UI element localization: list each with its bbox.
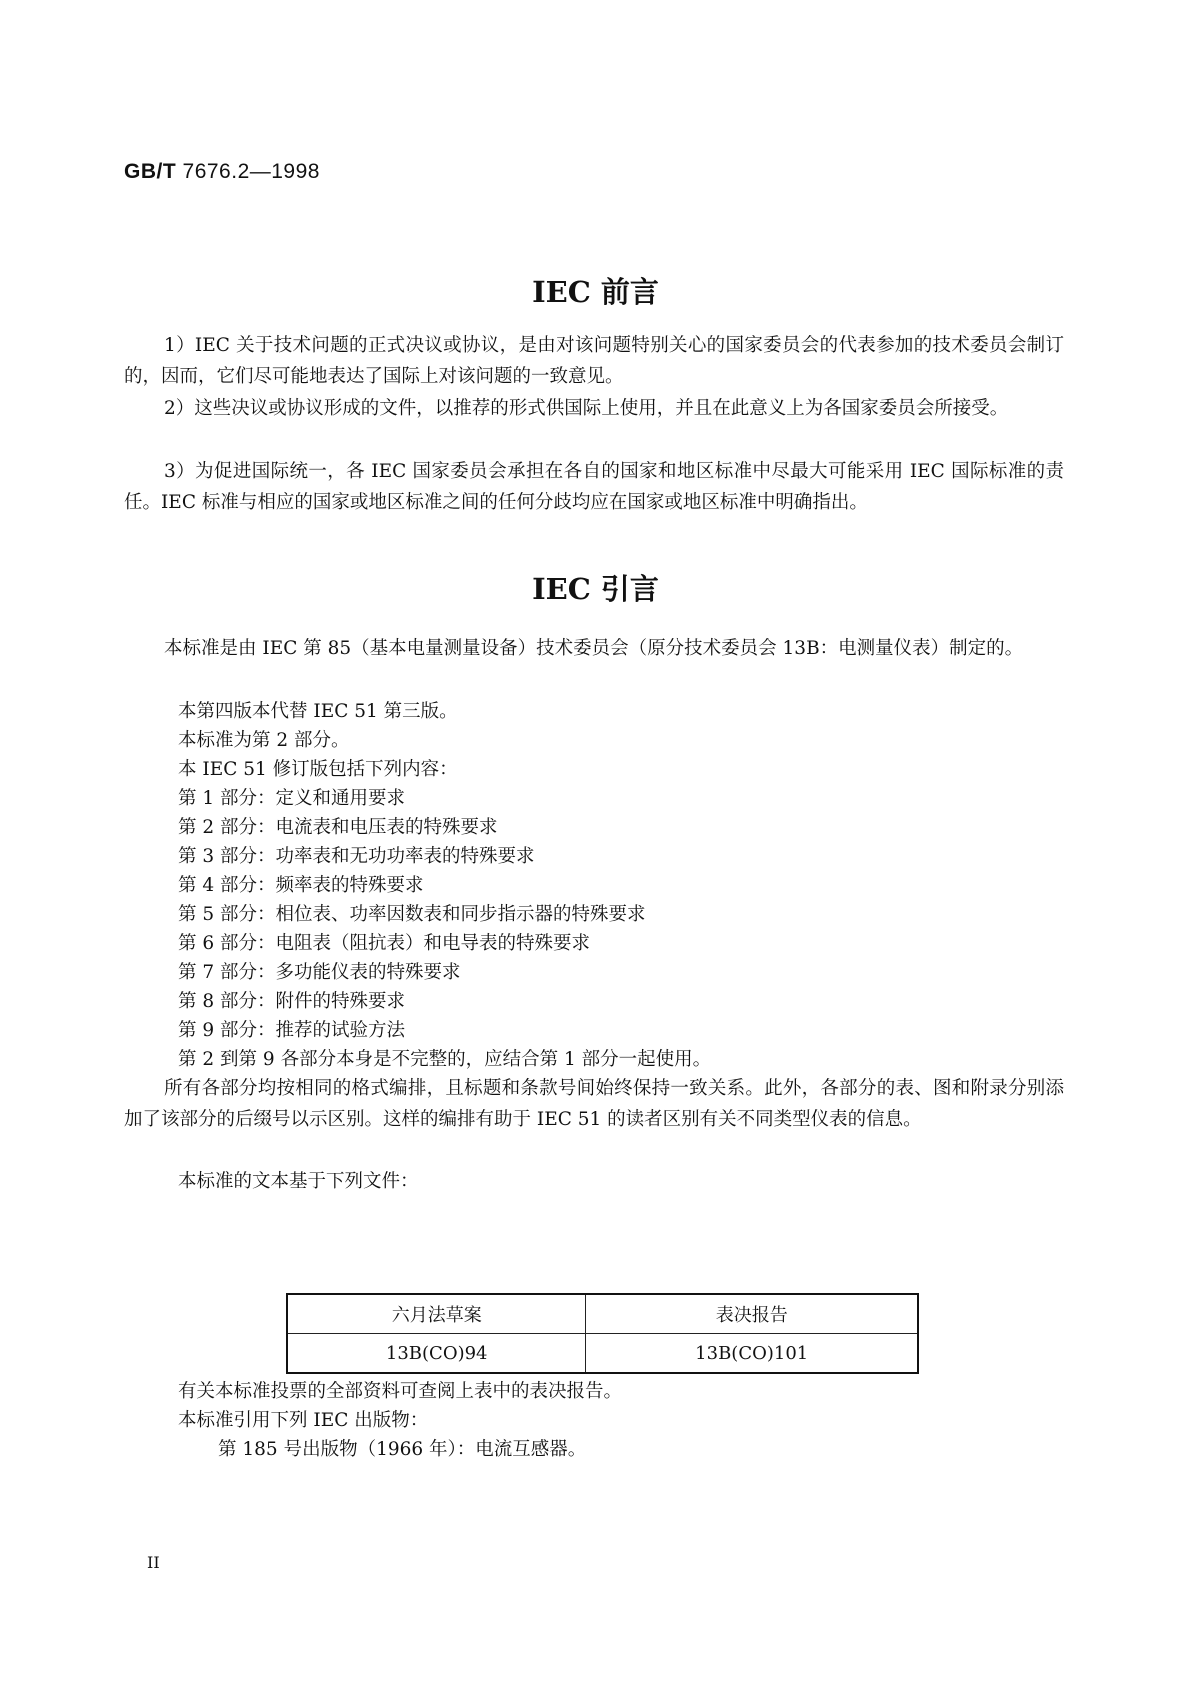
table-header-draft: 六月法草案 [287, 1294, 586, 1334]
intro-voting-info: 有关本标准投票的全部资料可查阅上表中的表决报告。 [178, 1381, 623, 1402]
intro-line-contents: 本 IEC 51 修订版包括下列内容： [178, 759, 458, 780]
intro-line-part-8: 第 8 部分：附件的特殊要求 [178, 991, 406, 1012]
table-header-row [287, 1294, 918, 1334]
intro-line-part-7: 第 7 部分：多功能仪表的特殊要求 [178, 962, 461, 983]
foreword-paragraph-2: 2）这些决议或协议形成的文件，以推荐的形式供国际上使用，并且在此意义上为各国家委员会所接受。 [164, 398, 1009, 419]
intro-line-part-1: 第 1 部分：定义和通用要求 [178, 788, 406, 809]
intro-line-part: 本标准为第 2 部分。 [178, 730, 350, 751]
introduction-format-paragraph: 所有各部分均按相同的格式编排，且标题和条款号间始终保持一致关系。此外，各部分的表、图和附录分别添加了该部分的后缀号以示区别。这样的编排有助于 IEC 51 的读者区别有关不同类型仪表的信息。 [124, 1078, 1064, 1130]
intro-reference-item: 第 185 号出版物（1966 年）：电流互感器。 [218, 1439, 587, 1460]
intro-references-intro: 本标准引用下列 IEC 出版物： [178, 1410, 429, 1431]
foreword-paragraph-3: 3）为促进国际统一，各 IEC 国家委员会承担在各自的国家和地区标准中尽最大可能采用 IEC 国际标准的责任。IEC 标准与相应的国家或地区标准之间的任何分歧均应在国家或地区标准中明确指出。 [124, 461, 1064, 513]
intro-line-part-5: 第 5 部分：相位表、功率因数表和同步指示器的特殊要求 [178, 904, 646, 925]
intro-line-part-2: 第 2 部分：电流表和电压表的特殊要求 [178, 817, 498, 838]
table-row [287, 1334, 918, 1374]
foreword-title: IEC 前言 [532, 275, 659, 309]
table-header-voting-report: 表决报告 [586, 1294, 918, 1334]
intro-line-part-6: 第 6 部分：电阻表（阻抗表）和电导表的特殊要求 [178, 933, 591, 954]
standard-code-number: 7676.2—1998 [182, 160, 320, 183]
introduction-origin-paragraph: 本标准是由 IEC 第 85（基本电量测量设备）技术委员会（原分技术委员会 13B：电测量仪表）制定的。 [164, 638, 1024, 659]
intro-line-part-4: 第 4 部分：频率表的特殊要求 [178, 875, 424, 896]
intro-line-part-3: 第 3 部分：功率表和无功功率表的特殊要求 [178, 846, 535, 867]
page-number: II [147, 1553, 160, 1572]
foreword-paragraph-1: 1）IEC 关于技术问题的正式决议或协议，是由对该问题特别关心的国家委员会的代表参加的技术委员会制订的，因而，它们尽可能地表达了国际上对该问题的一致意见。 [124, 335, 1064, 387]
table-cell-voting-report: 13B(CO)101 [586, 1334, 918, 1374]
intro-line-usage: 第 2 到第 9 各部分本身是不完整的，应结合第 1 部分一起使用。 [178, 1049, 712, 1070]
standard-code [124, 160, 320, 184]
intro-line-part-9: 第 9 部分：推荐的试验方法 [178, 1020, 406, 1041]
table-cell-draft: 13B(CO)94 [287, 1334, 586, 1374]
standard-code-prefix: GB/T [124, 160, 177, 183]
intro-line-edition: 本第四版本代替 IEC 51 第三版。 [178, 701, 458, 722]
introduction-title: IEC 引言 [532, 572, 659, 606]
intro-text-basis: 本标准的文本基于下列文件： [178, 1171, 419, 1192]
document-basis-table [286, 1293, 919, 1374]
